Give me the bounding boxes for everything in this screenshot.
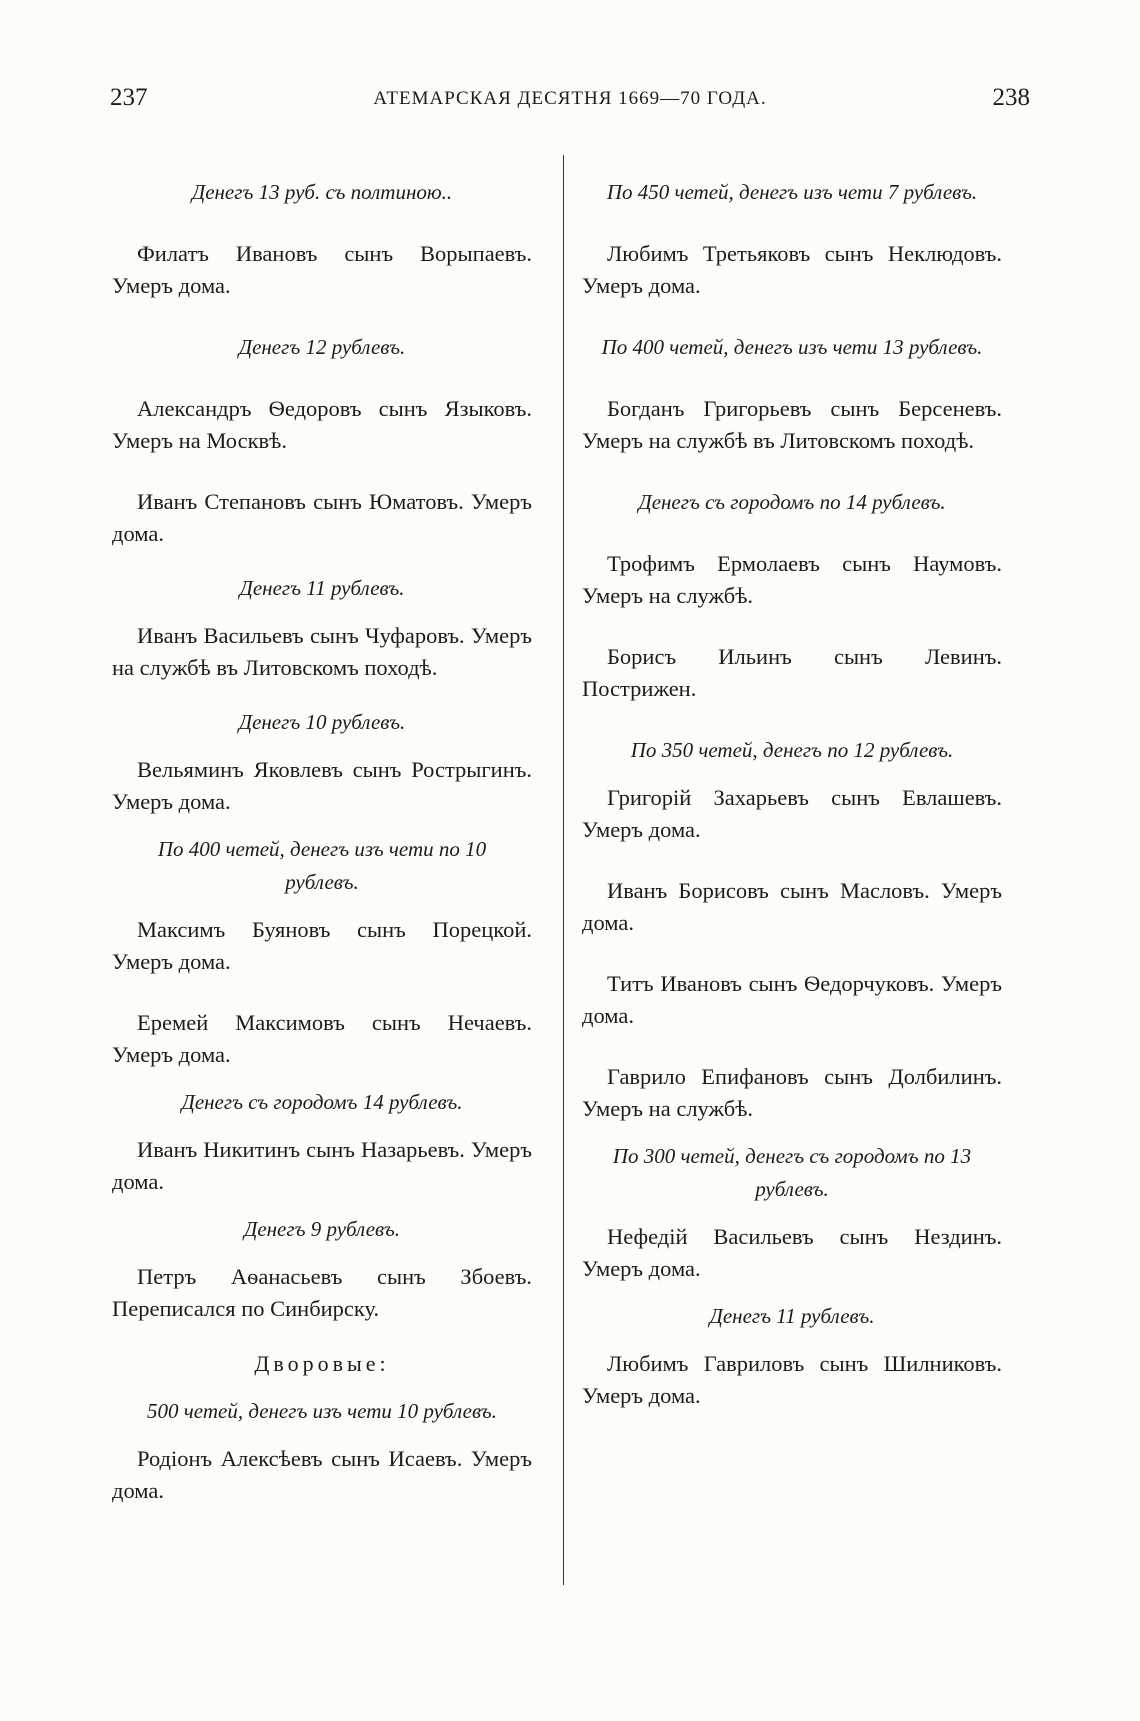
roster-entry: Гаврило Епифановъ сынъ Долбилинъ. Умеръ на службѣ. (582, 1064, 1002, 1121)
section-heading: Денегъ 13 руб. съ полтиною.. (191, 180, 453, 204)
roster-entry: Александръ Ѳедоровъ сынъ Языковъ. Умеръ на Москвѣ. (112, 396, 532, 453)
column-divider (563, 155, 564, 1585)
roster-entry: Богданъ Григорьевъ сынъ Берсеневъ. Умеръ на службѣ въ Литовскомъ походѣ. (582, 396, 1002, 453)
section-heading: Денегъ съ городомъ 14 рублевъ. (181, 1090, 463, 1114)
section-heading: По 400 четей, денегъ изъ чети 13 рублевъ. (601, 335, 983, 359)
roster-entry: Филатъ Ивановъ сынъ Ворыпаевъ. Умеръ дома. (112, 241, 532, 298)
roster-entry: Еремей Максимовъ сынъ Нечаевъ. Умеръ дома. (112, 1010, 532, 1067)
running-title: АТЕМАРСКАЯ ДЕСЯТНЯ 1669—70 ГОДА. (373, 88, 767, 109)
roster-entry: Трофимъ Ермолаевъ сынъ Наумовъ. Умеръ на службѣ. (582, 551, 1002, 608)
section-heading: Денегъ 11 рублевъ. (709, 1304, 875, 1328)
roster-entry: Нефедій Васильевъ сынъ Нездинъ. Умеръ дома. (582, 1224, 1002, 1281)
roster-entry: Любимъ Гавриловъ сынъ Шилниковъ. Умеръ дома. (582, 1351, 1002, 1408)
page-header (110, 84, 1030, 124)
page-number-right: 238 (992, 84, 1030, 111)
roster-entry: Иванъ Степановъ сынъ Юматовъ. Умеръ дома. (112, 489, 532, 546)
left-column (112, 176, 532, 1507)
section-heading: Денегъ съ городомъ по 14 рублевъ. (638, 490, 946, 514)
section-subhead: Дворовые: (254, 1351, 390, 1376)
section-heading: Денегъ 9 рублевъ. (243, 1217, 401, 1241)
roster-entry: Максимъ Буяновъ сынъ Порецкой. Умеръ дома. (112, 917, 532, 974)
section-heading: По 350 четей, денегъ по 12 рублевъ. (630, 738, 954, 762)
roster-entry: Титъ Ивановъ сынъ Ѳедорчуковъ. Умеръ дома. (582, 971, 1002, 1028)
section-heading: По 400 четей, денегъ изъ чети по 10 рублевъ. (157, 837, 487, 894)
section-heading: Денегъ 10 рублевъ. (238, 710, 406, 734)
roster-entry: Иванъ Васильевъ сынъ Чуфаровъ. Умеръ на службѣ въ Литовскомъ походѣ. (112, 623, 532, 680)
roster-entry: Иванъ Борисовъ сынъ Масловъ. Умеръ дома. (582, 878, 1002, 935)
page-number-left: 237 (110, 84, 148, 111)
roster-entry: Григорій Захарьевъ сынъ Евлашевъ. Умеръ дома. (582, 785, 1002, 842)
roster-entry: Петръ Аѳанасьевъ сынъ Збоевъ. Переписался по Синбирску. (112, 1264, 532, 1321)
section-heading: Денегъ 11 рублевъ. (239, 576, 405, 600)
roster-entry: Вельяминъ Яковлевъ сынъ Рострыгинъ. Умеръ дома. (112, 757, 532, 814)
section-heading: Денегъ 12 рублевъ. (238, 335, 406, 359)
roster-entry: Иванъ Никитинъ сынъ Назарьевъ. Умеръ дома. (112, 1137, 532, 1194)
roster-entry: Родіонъ Алексѣевъ сынъ Исаевъ. Умеръ дома. (112, 1446, 532, 1503)
section-heading: По 300 четей, денегъ съ городомъ по 13 рублевъ. (612, 1144, 972, 1201)
section-heading: 500 четей, денегъ изъ чети 10 рублевъ. (147, 1399, 497, 1423)
right-column (582, 176, 1002, 1412)
roster-entry: Борисъ Ильинъ сынъ Левинъ. Пострижен. (582, 644, 1002, 701)
roster-entry: Любимъ Третьяковъ сынъ Неклюдовъ. Умеръ дома. (582, 241, 1002, 298)
section-heading: По 450 четей, денегъ изъ чети 7 рублевъ. (606, 180, 978, 204)
